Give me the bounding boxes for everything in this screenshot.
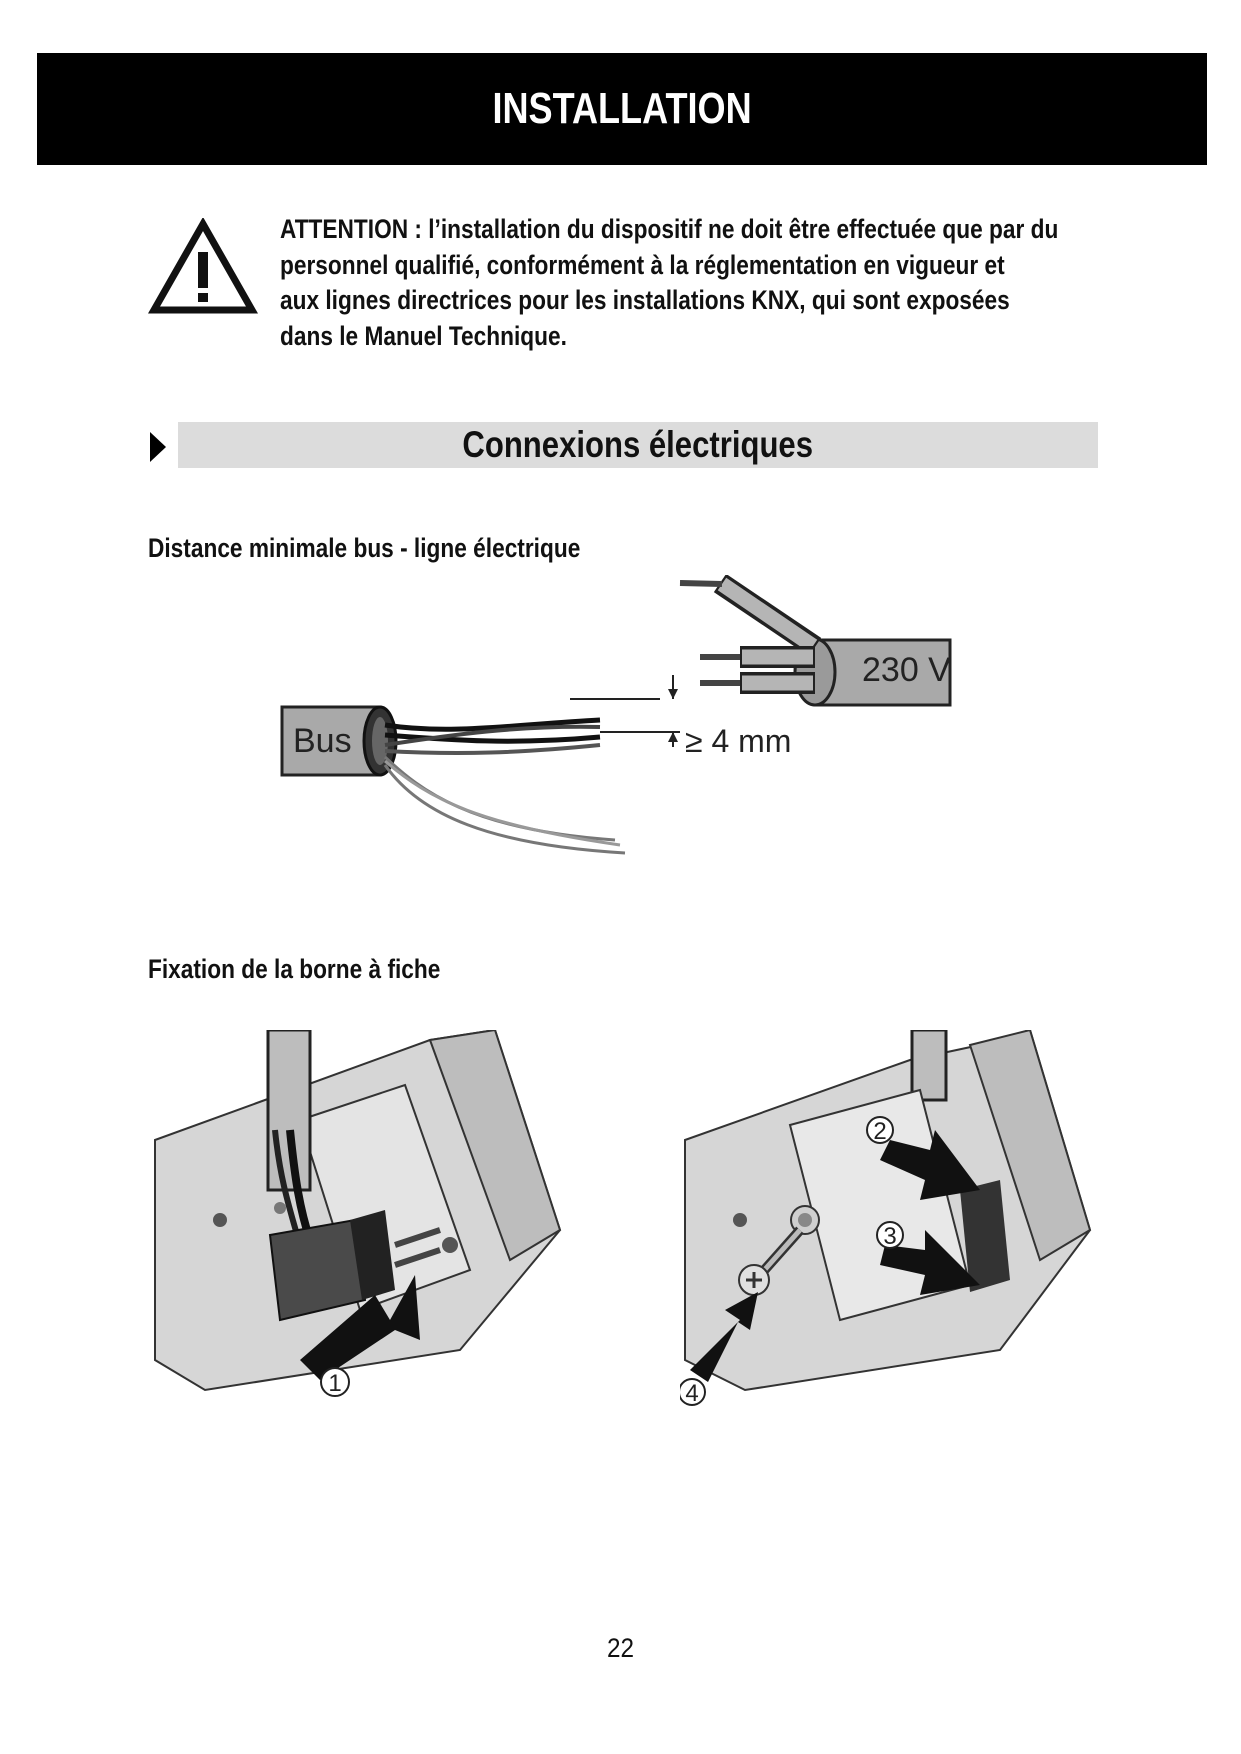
page-title: INSTALLATION: [492, 84, 752, 133]
warning-text: [280, 212, 1137, 354]
warning-line: aux lignes directrices pour les installations KNX, qui sont exposées: [280, 285, 1010, 315]
min-distance-label: ≥ 4 mm: [685, 723, 792, 759]
distance-heading: Distance minimale bus - ligne électrique: [148, 533, 581, 563]
warning-line: dans le Manuel Technique.: [280, 320, 567, 351]
section-heading: [178, 422, 1098, 468]
triangle-bullet-icon: [148, 430, 168, 464]
step-number: 2: [873, 1118, 887, 1145]
power-label: 230 V: [862, 651, 951, 689]
fixation-heading: Fixation de la borne à fiche: [148, 954, 441, 984]
step-number: 4: [685, 1380, 699, 1407]
page-number: 22: [606, 1633, 635, 1663]
page-header: [37, 53, 1207, 165]
cable-distance-figure: [270, 575, 980, 865]
step-number: 3: [883, 1223, 897, 1250]
step-number: 1: [328, 1370, 342, 1397]
fixation-figure-right: [680, 1030, 1100, 1410]
warning-line: personnel qualifié, conformément à la réglementation en vigueur et: [280, 249, 1005, 280]
section-title: Connexions électriques: [462, 424, 814, 465]
fixation-figure-left: [150, 1030, 570, 1410]
warning-line: ATTENTION : l’installation du dispositif ne doit être effectuée que par du: [280, 214, 1059, 244]
bus-label: Bus: [293, 722, 352, 760]
warning-triangle-icon: [148, 218, 258, 316]
